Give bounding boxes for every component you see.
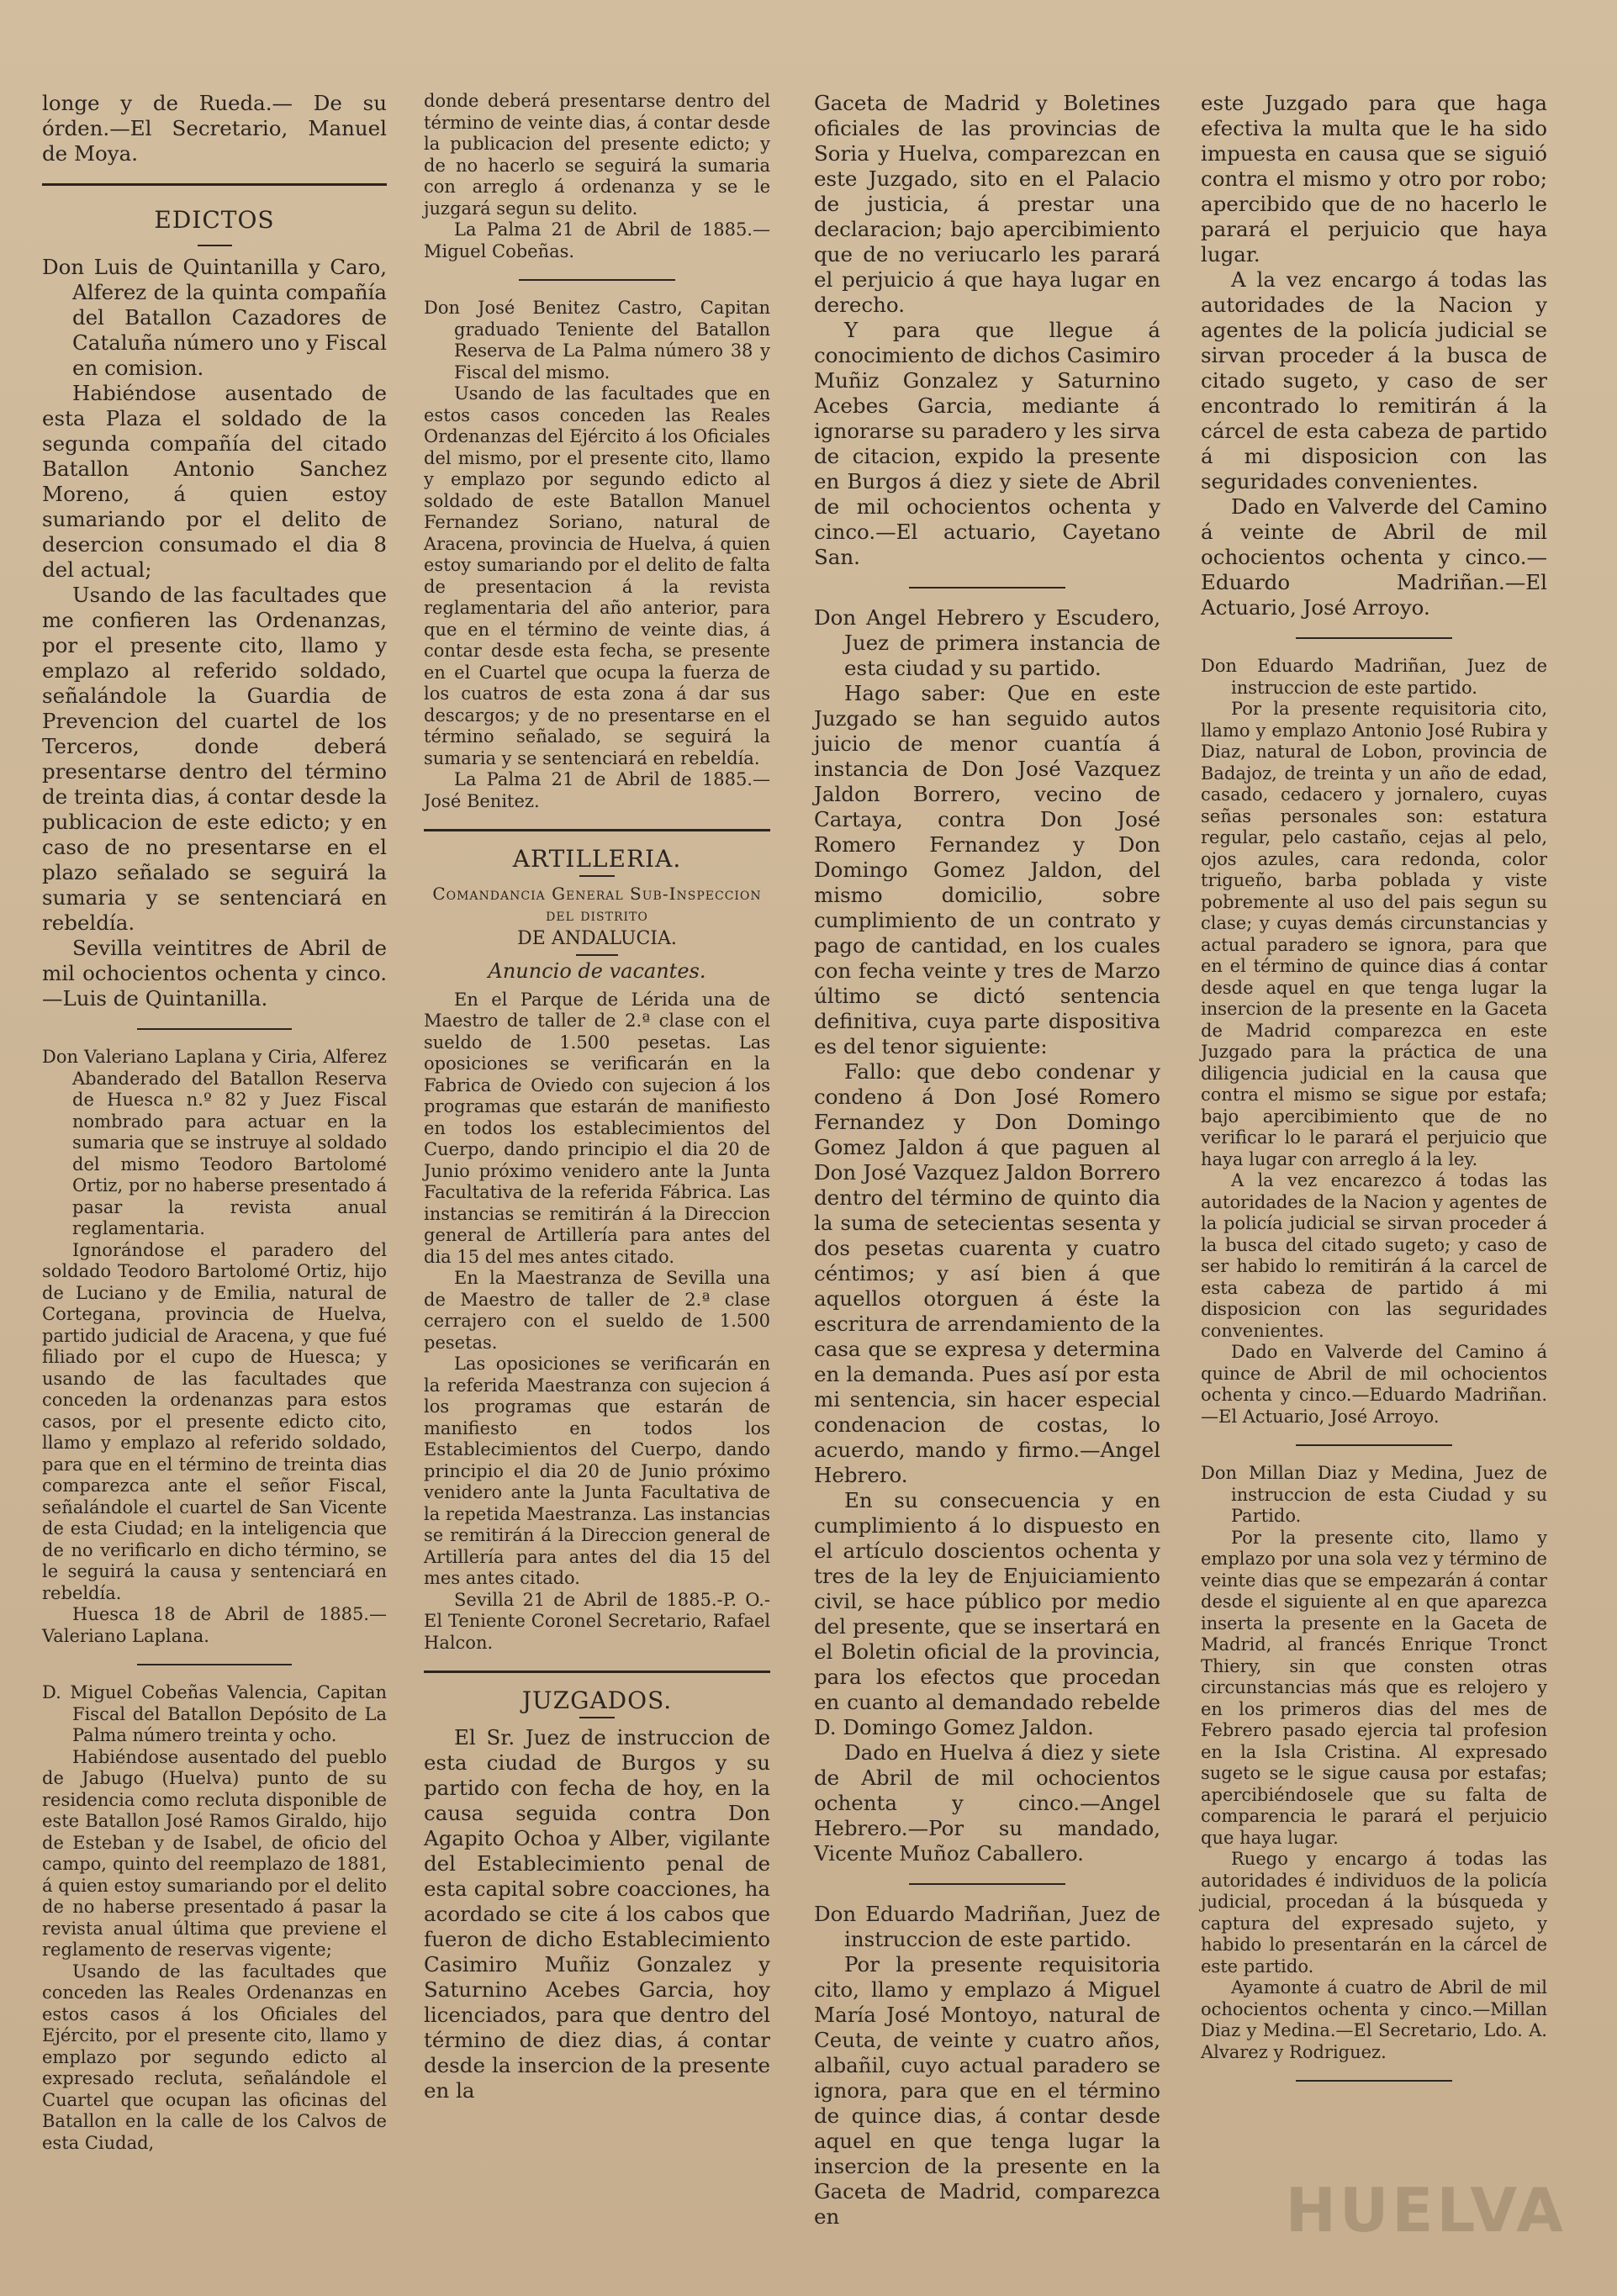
divider (579, 1717, 614, 1718)
column-1 (42, 91, 387, 2161)
entry-head: Don Eduardo Madriñan, Juez de instruccion de este partido. (814, 1902, 1160, 1951)
entry-paragraph: Las oposiciones se verificarán en la referida Maestranza con sujecion á los programas que estarán de manifiesto en todos los Establecimientos del Cuerpo, dando principio el dia 20 de Junio próximo venidero ante la Junta Facultativa de la repetida Maestranza. Las instancias se remitirán á la Direccion general de Artillería para antes del dia 15 del mes antes citado. (424, 1354, 770, 1588)
col1-intro-text: longe y de Rueda.— De su órden.—El Secretario, Manuel de Moya. (42, 91, 387, 166)
entry-head: Don Valeriano Laplana y Ciria, Alferez Abanderado del Batallon Reserva de Huesca n.º 82 y Juez Fiscal nombrado para actuar en la sumaria que se instruye al soldado del mismo Teodoro Bartolomé Ortiz, por no haberse presentado á pasar la revista anual reglamentaria. (42, 1047, 387, 1238)
divider (909, 1883, 1065, 1885)
juzgado-madrinan-cont (1201, 91, 1547, 620)
divider (198, 245, 232, 246)
entry-head: D. Miguel Cobeñas Valencia, Capitan Fiscal del Batallon Depósito de La Palma número treinta y ocho. (42, 1682, 387, 1745)
entry-paragraph: A la vez encarezco á todas las autoridades de la Nacion y agentes de la policía judicial se sirvan proceder á la busca del citado sugeto; y caso de ser habido lo remitirán á la carcel de esta cabeza de partido á mi disposicion con las seguridades convenientes. (1201, 1170, 1547, 1341)
entry-signature: La Palma 21 de Abril de 1885.—José Benitez. (424, 769, 770, 811)
artilleria-body (424, 990, 770, 1655)
entry-paragraph: donde deberá presentarse dentro del término de veinte dias, á contar desde la publicacion del presente edicto; y de no hacerlo se seguirá la sumaria con arreglo á ordenanza y se le juzgará segun su delito. (424, 91, 770, 219)
juzgado-hebrero (814, 605, 1160, 1866)
divider (137, 1664, 293, 1665)
entry-signature: Dado en Valverde del Camino á veinte de Abril de mil ochocientos ochenta y cinco.—Eduardo Madriñan.—El Actuario, José Arroyo. (1201, 494, 1547, 620)
watermark-text: HUELVA (1285, 2175, 1567, 2246)
divider (424, 829, 770, 831)
entry-paragraph: El Sr. Juez de instruccion de esta ciudad de Burgos y su partido con fecha de hoy, en la causa seguida contra Don Agapito Ochoa y Alber, vigilante del Establecimiento penal de esta capital sobre coacciones, ha acordado se cite á los cabos que fueron de dicho Establecimiento Casimiro Muñiz Gonzalez y Saturnino Acebes Garcia, hoy licenciados, para que dentro del término de diez dias, á contar desde la insercion de la presente en la (424, 1724, 770, 2103)
entry-paragraph: Usando de las facultades que conceden las Reales Ordenanzas en estos casos á los Oficiales del Ejército, por el presente cito, llamo y emplazo por segundo edicto al expresado recluta, señalándole el Cuartel que ocupan las oficinas del Batallon en la calle de los Calvos de esta Ciudad, (42, 1961, 387, 2153)
entry-signature: Huesca 18 de Abril de 1885.—Valeriano Laplana. (42, 1604, 387, 1646)
column-2 (424, 91, 770, 2110)
divider (909, 587, 1065, 589)
entry-signature: Dado en Huelva á diez y siete de Abril de mil ochocientos ochenta y cinco.—Angel Hebrero.—Por su mandado, Vicente Muñoz Caballero. (814, 1740, 1160, 1866)
entry-head: Don Eduardo Madriñan, Juez de instruccion de este partido. (1201, 656, 1547, 698)
entry-paragraph: Por la presente cito, llamo y emplazo por una sola vez y término de veinte dias que se empezarán á contar desde el siguiente al en que aparezca inserta la presente en la Gaceta de Madrid, al francés Enrique Tronct Thiery, sin que consten otras circunstancias más que es relojero y en los primeros dias del mes de Febrero pasado ejercia tal profesion en la Isla Cristina. Al expresado sugeto se le sigue causa por estafas; apercibiéndosele que su falta de comparencia le parará el perjuicio que haya lugar. (1201, 1527, 1547, 1848)
entry-paragraph: Ruego y encargo á todas las autoridades é individuos de la policía judicial, procedan á la búsqueda y captura del expresado sujeto, y habido lo presentarán en la cárcel de este partido. (1201, 1849, 1547, 1977)
artilleria-subtitle: Comandancia General Sub-Inspeccion del distrito (432, 883, 762, 925)
entry-signature: Dado en Valverde del Camino á quince de Abril de mil ochocientos ochenta y cinco.—Eduardo Madriñan.—El Actuario, José Arroyo. (1201, 1342, 1547, 1427)
entry-paragraph: Habiéndose ausentado de esta Plaza el soldado de la segunda compañía del citado Batallon Antonio Sanchez Moreno, á quien estoy sumariando por el delito de desercion consumado el dia 8 del actual; (42, 381, 387, 582)
divider (1296, 2080, 1451, 2082)
entry-paragraph: Por la presente requisitoria cito, llamo y emplazo Antonio José Rubira y Diaz, natural de Lobon, provincia de Badajoz, de treinta y un año de edad, casado, cedacero y jornalero, cuyas señas personales son: estatura regular, pelo castaño, cejas al pelo, ojos azules, cara redonda, color trigueño, barba poblada y viste pobremente al uso del pais segun su clase; y cuyas demás circunstancias y actual paradero se ignora, para que en el término de quince dias á contar desde aquel en que tenga lugar la insercion de la presente en la Gaceta de Madrid comparezca en este Juzgado para la práctica de una diligencia judicial en la causa que contra el mismo se sigue por estafa; bajo apercibimiento que de no verificar lo le parará el perjuicio que haya lugar con arreglo á la ley. (1201, 699, 1547, 1169)
divider (137, 1028, 293, 1030)
entry-paragraph: Fallo: que debo condenar y condeno á Don José Romero Fernandez y Don Domingo Gomez Jaldon á que paguen al Don José Vazquez Jaldon Borrero dentro del término de quinto dia la suma de setecientas sesenta y dos pesetas cuarenta y cuatro céntimos; y así bien á que aquellos otorguen á éste la escritura de arrendamiento de la casa que se expresa y determina en la demanda. Pues así por esta mi sentencia, sin hacer especial condenacion de costas, lo acuerdo, mando y firmo.—Angel Hebrero. (814, 1059, 1160, 1487)
entry-signature: Sevilla 21 de Abril de 1885.-P. O.-El Teniente Coronel Secretario, Rafael Halcon. (424, 1589, 770, 1653)
entry-head: Don José Benitez Castro, Capitan graduado Teniente del Batallon Reserva de La Palma número 38 y Fiscal del mismo. (424, 298, 770, 383)
column-3 (814, 91, 1160, 2236)
entry-paragraph: En el Parque de Lérida una de Maestro de taller de 2.ª clase con el sueldo de 1.500 pesetas. Las oposiciones se verificarán en la Fabrica de Oviedo con sujecion á los programas que estarán de manifiesto en todos los establecimientos del Cuerpo, dando principio el dia 20 de Junio próximo venidero ante la Junta Facultativa de la referida Fábrica. Las instancias se remitirán á la Direccion general de Artillería para antes del dia 15 del mes antes citado. (424, 989, 770, 1267)
artilleria-title: ARTILLERIA. (512, 845, 682, 873)
entry-paragraph: Ignorándose el paradero del soldado Teodoro Bartolomé Ortiz, hijo de Luciano y de Emilia, natural de Cortegana, provincia de Huelva, partido judicial de Aracena, y que fué filiado por el cupo de Huesca; y usando de las facultades que conceden la ordenanzas para estos casos, por el presente edicto cito, llamo y emplazo al referido soldado, para que en el término de treinta dias comparezca ante el señor Fiscal, señalándole el cuartel de San Vicente de esta Ciudad; en la inteligencia que de no verificarlo en dicho término, se le seguirá la causa y sentenciará en rebeldía. (42, 1239, 387, 1603)
divider (424, 1671, 770, 1673)
col1-intro (42, 91, 387, 166)
entry-paragraph: este Juzgado para que haga efectiva la multa que le ha sido impuesta en causa que se siguió contra el mismo y otro por robo; apercibido que de no hacerlo le parará el perjuicio que haya lugar. (1201, 91, 1547, 267)
divider (519, 279, 674, 281)
divider (576, 954, 617, 956)
entry-paragraph: Habiéndose ausentado del pueblo de Jabugo (Huelva) punto de su residencia como recluta disponible de este Batallon José Ramos Giraldo, hijo de Esteban y de Isabel, de oficio del campo, quinto del reemplazo de 1881, á quien estoy sumariando por el delito de no haberse presentado á pasar la revista anual última que previene el reglamento de reservas vigente; (42, 1746, 387, 1960)
edicto-quintanilla (42, 255, 387, 1011)
entry-paragraph: Gaceta de Madrid y Boletines oficiales de las provincias de Soria y Huelva, comparezcan en este Juzgado, sito en el Palacio de justicia, á prestar una declaracion; bajo apercibimiento que de no veriucarlo les parará el perjuicio á que haya lugar en derecho. (814, 91, 1160, 317)
divider (1296, 637, 1451, 639)
divider (579, 875, 614, 877)
entry-signature: Y para que llegue á conocimiento de dichos Casimiro Muñiz Gonzalez y Saturnino Acebes Garcia, mediante á ignorarse su paradero y les sirva de citacion, expido la presente en Burgos á diez y siete de Abril de mil ochocientos ochenta y cinco.—El actuario, Cayetano San. (814, 318, 1160, 569)
column-4 (1201, 91, 1547, 2098)
entry-head: Don Millan Diaz y Medina, Juez de instruccion de esta Ciudad y su Partido. (1201, 1463, 1547, 1526)
edictos-title: EDICTOS (154, 206, 275, 234)
juzgado-madrinan-2 (1201, 656, 1547, 1428)
entry-head: Don Angel Hebrero y Escudero, Juez de primera instancia de esta ciudad y su partido. (814, 605, 1160, 680)
entry-signature: Ayamonte á cuatro de Abril de mil ochocientos ochenta y cinco.—Millan Diaz y Medina.—El Secretario, Ldo. A. Alvarez y Rodriguez. (1201, 1977, 1547, 2062)
juzgado-madrinan (814, 1902, 1160, 2230)
juzgado-diaz-medina (1201, 1463, 1547, 2063)
entry-signature: La Palma 21 de Abril de 1885.—Miguel Cobeñas. (424, 219, 770, 261)
artilleria-district: DE ANDALUCIA. (517, 927, 677, 949)
entry-paragraph: En la Maestranza de Sevilla una de Maestro de taller de 2.ª clase cerrajero con el sueldo de 1.500 pesetas. (424, 1268, 770, 1353)
divider (1296, 1444, 1451, 1446)
entry-paragraph: Usando de las facultades que en estos casos conceden las Reales Ordenanzas del Ejército á los Oficiales del mismo, por el presente cito, llamo y emplazo por segundo edicto al soldado de este Batallon Manuel Fernandez Soriano, natural de Aracena, provincia de Huelva, á quien estoy sumariando por el delito de falta de presentacion á la revista reglamentaria del año anterior, para que en el término de veinte dias, á contar desde esta fecha, se presente en el Cuartel que ocupa la fuerza de los cuatros de esta zona á dar sus descargos; y de no presentarse en el término señalado, se seguirá la sumaria y se sentenciará en rebeldía. (424, 383, 770, 768)
juzgado-burgos (424, 1725, 770, 2103)
entry-paragraph: A la vez encargo á todas las autoridades de la Nacion y agentes de la policía judicial se sirvan proceder á la busca de citado sugeto, y caso de ser encontrado lo remitirán á la cárcel de esta cabeza de partido á mi disposicion con las seguridades convenientes. (1201, 267, 1547, 494)
edicto-cobenas (42, 1682, 387, 2154)
entry-paragraph: Por la presente requisitoria cito, llamo y emplazo á Miguel María José Montoyo, natural de Ceuta, de veinte y cuatro años, albañil, cuyo actual paradero se ignora, para que en el término de quince dias, á contar desde aquel en que tenga lugar la insercion de la presente en la Gaceta de Madrid, comparezca en (814, 1952, 1160, 2229)
edicto-cobenas-cont (424, 91, 770, 262)
juzgados-title: JUZGADOS. (521, 1686, 673, 1714)
entry-signature: Sevilla veintitres de Abril de mil ochocientos ochenta y cinco.—Luis de Quintanilla. (42, 936, 387, 1011)
edicto-laplana (42, 1047, 387, 1647)
divider (42, 183, 387, 186)
edicto-benitez (424, 298, 770, 812)
artilleria-notice-title: Anuncio de vacantes. (488, 959, 706, 983)
entry-head: Don Luis de Quintanilla y Caro, Alferez de la quinta compañía del Batallon Cazadores de Cataluña número uno y Fiscal en comision. (42, 255, 387, 380)
juzgado-burgos-cont (814, 91, 1160, 570)
entry-paragraph: Hago saber: Que en este Juzgado se han seguido autos juicio de menor cuantía á instancia de Don José Vazquez Jaldon Borrero, vecino de Cartaya, contra Don José Romero Fernandez y Don Domingo Gomez Jaldon, del mismo domicilio, sobre cumplimiento de un contrato y pago de cantidad, en los cuales con fecha veinte y tres de Marzo último se dictó sentencia definitiva, cuya parte dispositiva es del tenor siguiente: (814, 681, 1160, 1058)
entry-paragraph: En su consecuencia y en cumplimiento á lo dispuesto en el artículo doscientos ochenta y tres de la ley de Enjuiciamiento civil, se hace público por medio del presente, que se insertará en el Boletin oficial de la provincia, para los efectos que procedan en cuanto al demandado rebelde D. Domingo Gomez Jaldon. (814, 1488, 1160, 1739)
archive-watermark (1286, 2175, 1567, 2246)
entry-paragraph: Usando de las facultades que me confieren las Ordenanzas, por el presente cito, llamo y emplazo al referido soldado, señalándole la Guardia de Prevencion del cuartel de los Terceros, donde deberá presentarse dentro del término de treinta dias, á contar desde la publicacion de este edicto; y en caso de no presentarse en el plazo señalado se seguirá la sumaria y se sentenciará en rebeldía. (42, 583, 387, 935)
